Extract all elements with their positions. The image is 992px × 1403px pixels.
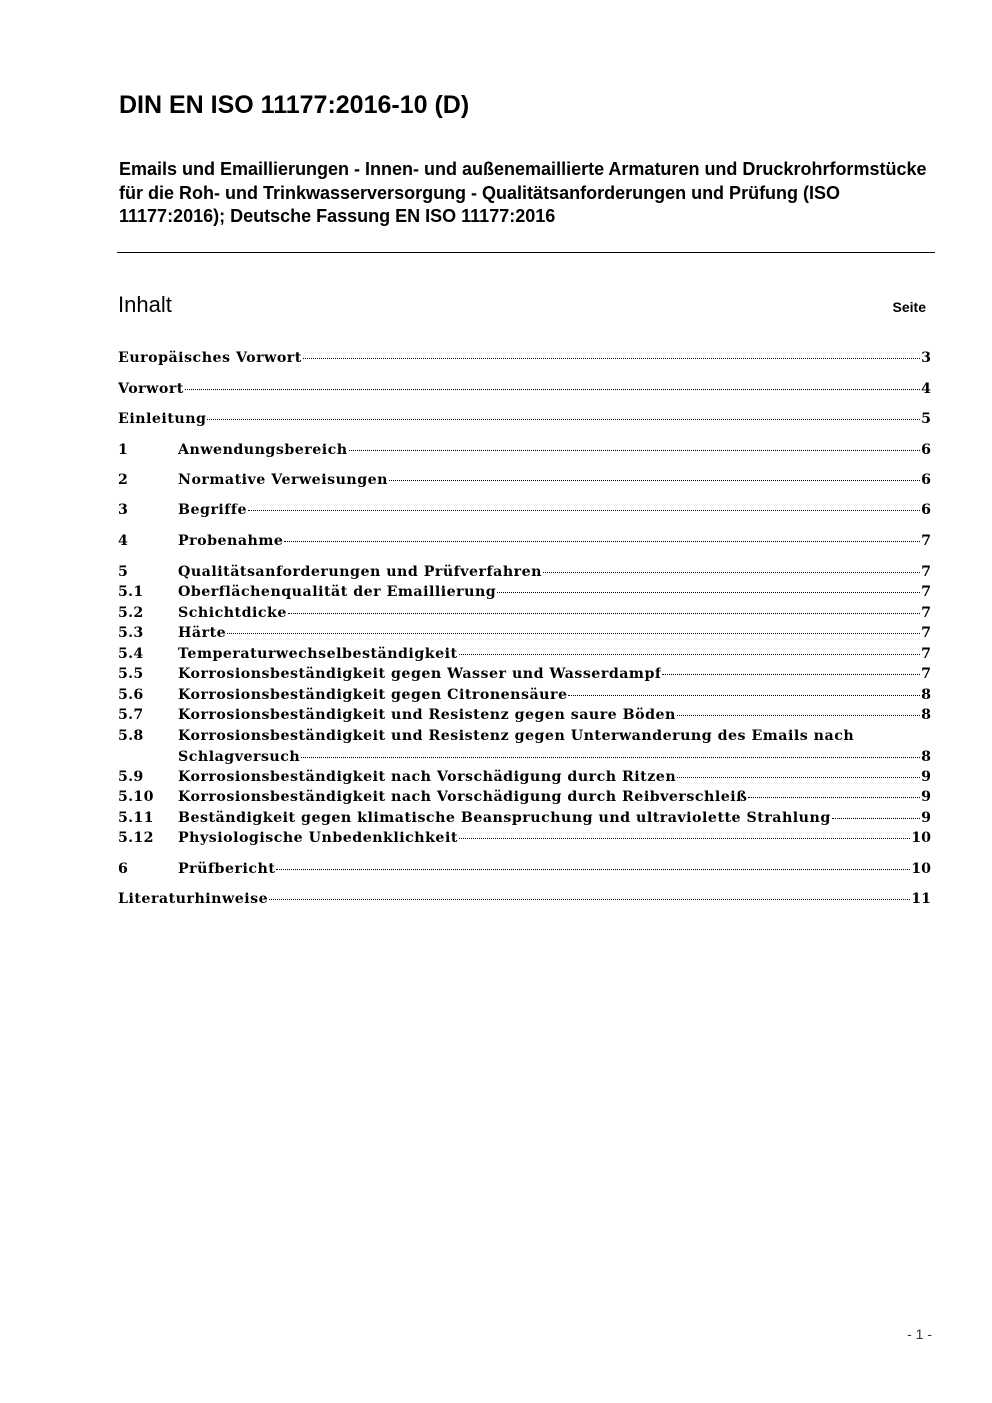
toc-entry-title: Anwendungsbereich <box>178 442 348 458</box>
toc-entry-2[interactable] <box>118 470 931 490</box>
toc-dot-leader <box>543 571 920 573</box>
toc-entry-title: Oberflächenqualität der Emaillierung <box>178 584 497 600</box>
toc-entry-page: 6 <box>921 442 931 458</box>
toc-entry-body <box>178 767 931 788</box>
toc-entry-body <box>118 379 931 400</box>
toc-entry-body <box>178 787 931 808</box>
toc-entry-title: Härte <box>178 625 227 641</box>
toc-entry-number: 5.8 <box>118 728 144 744</box>
toc-dot-leader <box>459 653 921 655</box>
toc-entry-body <box>178 531 931 552</box>
toc-entry-title: Einleitung <box>118 411 207 427</box>
toc-entry-body <box>178 470 931 491</box>
toc-dot-leader <box>288 612 920 614</box>
toc-entry-body <box>178 685 931 706</box>
toc-entry-title: Normative Verweisungen <box>178 472 388 488</box>
toc-entry-body <box>178 440 931 461</box>
toc-entry-page: 7 <box>921 584 931 600</box>
toc-dot-leader <box>269 898 910 900</box>
toc-entry-title: Korrosionsbeständigkeit gegen Wasser und Wasserdampf <box>178 666 662 682</box>
toc-entry-page: 7 <box>921 666 931 682</box>
toc-entry-europaeisches-vorwort[interactable] <box>118 348 931 368</box>
toc-entry-5-2[interactable] <box>118 603 931 623</box>
toc-entry-title: Korrosionsbeständigkeit gegen Citronensäure <box>178 687 568 703</box>
toc-entry-title: Korrosionsbeständigkeit nach Vorschädigung durch Reibverschleiß <box>178 789 748 805</box>
toc-entry-body <box>178 603 931 624</box>
toc-entry-title: Korrosionsbeständigkeit und Resistenz gegen saure Böden <box>178 707 676 723</box>
toc-entry-5-8[interactable] <box>118 726 931 767</box>
toc-dot-leader <box>677 714 920 716</box>
toc-entry-body <box>178 562 931 583</box>
toc-entry-number: 5.4 <box>118 646 144 662</box>
toc-entry-body <box>178 582 931 603</box>
toc-dot-leader <box>227 632 920 634</box>
toc-entry-page: 7 <box>921 533 931 549</box>
toc-entry-body <box>178 859 931 880</box>
toc-entry-page: 8 <box>921 707 931 723</box>
toc-entry-page: 9 <box>921 769 931 785</box>
toc-entry-title-line-2: Schlagversuch <box>178 748 301 765</box>
toc-dot-leader <box>207 418 920 420</box>
toc-dot-leader <box>748 796 920 798</box>
document-subtitle: Emails und Emaillierungen - Innen- und außenemaillierte Armaturen und Druckrohrformstücke für die Roh- und Trinkwasserversorgung - Qualitätsanforderungen und Prüfung (ISO 11177:2016); Deutsche Fassung EN ISO 11177:2016 <box>119 159 927 226</box>
toc-entry-page: 10 <box>911 861 931 877</box>
toc-entry-number: 5.11 <box>118 810 154 826</box>
toc-entry-5-5[interactable] <box>118 664 931 684</box>
toc-entry-title: Beständigkeit gegen klimatische Beanspruchung und ultraviolette Strahlung <box>178 810 831 826</box>
toc-entry-body <box>178 664 931 685</box>
toc-entry-6[interactable] <box>118 859 931 879</box>
toc-entry-5-12[interactable] <box>118 828 931 848</box>
toc-entry-page: 3 <box>921 350 931 366</box>
page-number: - 1 - <box>907 1326 932 1342</box>
toc-entry-page: 4 <box>921 381 931 397</box>
toc-dot-leader <box>248 509 920 511</box>
toc-entry-page: 10 <box>911 830 931 846</box>
toc-entry-title: Europäisches Vorwort <box>118 350 302 366</box>
toc-entry-body <box>178 828 931 849</box>
toc-entry-title-line-2-row <box>178 747 931 768</box>
toc-entry-title: Prüfbericht <box>178 861 276 877</box>
toc-entry-literaturhinweise[interactable] <box>118 889 931 909</box>
toc-entry-number: 6 <box>118 861 129 877</box>
toc-entry-1[interactable] <box>118 440 931 460</box>
toc-entry-body <box>118 409 931 430</box>
toc-entry-number: 5.9 <box>118 769 144 785</box>
toc-entry-5-7[interactable] <box>118 705 931 725</box>
toc-entry-page: 5 <box>921 411 931 427</box>
toc-entry-einleitung[interactable] <box>118 409 931 429</box>
toc-entry-page: 7 <box>921 564 931 580</box>
toc-entry-title: Qualitätsanforderungen und Prüfverfahren <box>178 564 542 580</box>
toc-dot-leader <box>349 449 920 451</box>
toc-dot-leader <box>301 756 920 758</box>
toc-entry-page: 11 <box>911 891 931 907</box>
toc-entry-title: Begriffe <box>178 502 248 518</box>
toc-entry-body <box>178 623 931 644</box>
toc-entry-page: 8 <box>921 748 931 765</box>
toc-entry-title: Temperaturwechselbeständigkeit <box>178 646 458 662</box>
toc-entry-page: 7 <box>921 605 931 621</box>
toc-entry-5-1[interactable] <box>118 582 931 602</box>
toc-entry-vorwort[interactable] <box>118 379 931 399</box>
toc-dot-leader <box>497 591 920 593</box>
toc-dot-leader <box>284 540 920 542</box>
toc-entry-number: 5.10 <box>118 789 154 805</box>
toc-entry-number: 5.6 <box>118 687 144 703</box>
toc-entry-title: Literaturhinweise <box>118 891 269 907</box>
document-title: DIN EN ISO 11177:2016-10 (D) <box>119 91 470 119</box>
title-divider <box>117 252 935 253</box>
toc-entry-5-10[interactable] <box>118 787 931 807</box>
toc-entry-4[interactable] <box>118 531 931 551</box>
toc-dot-leader <box>568 694 920 696</box>
toc-entry-title: Korrosionsbeständigkeit nach Vorschädigung durch Ritzen <box>178 769 677 785</box>
toc-entry-number: 1 <box>118 442 129 458</box>
toc-entry-number: 4 <box>118 533 129 549</box>
toc-entry-body <box>178 726 931 767</box>
toc-entry-body <box>178 500 931 521</box>
toc-dot-leader <box>276 868 910 870</box>
toc-entry-5-11[interactable] <box>118 808 931 828</box>
toc-entry-page: 8 <box>921 687 931 703</box>
toc-entry-number: 5.1 <box>118 584 144 600</box>
toc-dot-leader <box>677 776 920 778</box>
toc-entry-number: 5 <box>118 564 129 580</box>
toc-entry-title-line-1: Korrosionsbeständigkeit und Resistenz gegen Unterwanderung des Emails nach <box>178 728 855 744</box>
toc-entry-page: 7 <box>921 646 931 662</box>
toc-entry-body <box>178 808 931 829</box>
toc-entry-number: 5.5 <box>118 666 144 682</box>
toc-entry-number: 5.3 <box>118 625 144 641</box>
toc-entry-body <box>118 889 931 910</box>
toc-entry-page: 6 <box>921 502 931 518</box>
toc-dot-leader <box>185 388 920 390</box>
toc-entry-number: 5.7 <box>118 707 144 723</box>
toc-entry-number: 5.12 <box>118 830 154 846</box>
toc-entry-3[interactable] <box>118 500 931 520</box>
toc-page-column-label: Seite <box>892 299 926 315</box>
toc-dot-leader <box>389 479 920 481</box>
toc-entry-5-3[interactable] <box>118 623 931 643</box>
toc-entry-5-4[interactable] <box>118 644 931 664</box>
toc-dot-leader <box>662 673 920 675</box>
toc-dot-leader <box>832 817 920 819</box>
toc-entry-body <box>118 348 931 369</box>
toc-entry-number: 3 <box>118 502 129 518</box>
toc-entry-body <box>178 644 931 665</box>
toc-heading: Inhalt <box>118 292 172 317</box>
toc-entry-page: 9 <box>921 810 931 826</box>
toc-entry-page: 7 <box>921 625 931 641</box>
toc-entry-page: 6 <box>921 472 931 488</box>
toc-dot-leader <box>303 357 920 359</box>
toc-entry-number: 2 <box>118 472 129 488</box>
toc-entry-body <box>178 705 931 726</box>
toc-entry-5-9[interactable] <box>118 767 931 787</box>
toc-entry-page: 9 <box>921 789 931 805</box>
toc-entry-5[interactable] <box>118 562 931 582</box>
toc-entry-number: 5.2 <box>118 605 144 621</box>
toc-entry-title: Physiologische Unbedenklichkeit <box>178 830 458 846</box>
toc-entry-title: Probenahme <box>178 533 284 549</box>
toc-entry-title: Schichtdicke <box>178 605 287 621</box>
toc-entry-title: Vorwort <box>118 381 184 397</box>
toc-entry-5-6[interactable] <box>118 685 931 705</box>
toc-dot-leader <box>459 837 910 839</box>
